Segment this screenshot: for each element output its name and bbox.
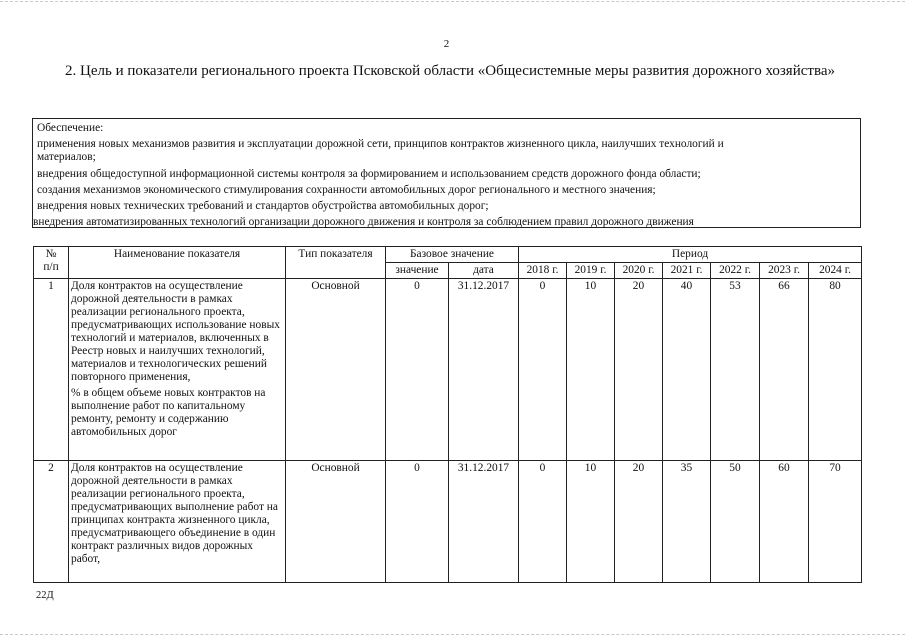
provision-item: внедрения автоматизированных технологий организации дорожного движения и контроля за соблюдением правил дорожного движения <box>33 216 694 228</box>
header-base-value-value: значение <box>386 263 449 279</box>
header-year: 2020 г. <box>615 263 663 279</box>
year-value: 50 <box>711 461 760 583</box>
year-value: 40 <box>663 279 711 461</box>
header-year: 2024 г. <box>809 263 862 279</box>
indicator-type: Основной <box>286 461 386 583</box>
indicator-type: Основной <box>286 279 386 461</box>
header-row <box>34 247 862 263</box>
header-indicator-type: Тип показателя <box>286 247 386 279</box>
year-value: 0 <box>519 461 567 583</box>
header-base-value-date: дата <box>449 263 519 279</box>
indicators-table <box>33 246 862 583</box>
year-value: 20 <box>615 279 663 461</box>
indicator-name: Доля контрактов на осуществление дорожной деятельности в рамках реализации регионального проекта, предусматривающих выполнение работ на принципах контракта жизненного цикла, предусматривающего объединение в один контракт различных видов дорожных работ, <box>69 461 286 583</box>
year-value: 80 <box>809 279 862 461</box>
provision-box <box>32 118 861 228</box>
year-value: 20 <box>615 461 663 583</box>
page-number: 2 <box>443 38 450 50</box>
scan-edge-top <box>0 1 905 4</box>
header-indicator-name: Наименование показателя <box>69 247 286 279</box>
header-base-value: Базовое значение <box>386 247 519 263</box>
header-period: Период <box>519 247 862 263</box>
section-heading: 2. Цель и показатели регионального проекта Псковской области «Общесистемные меры развития дорожного хозяйства» <box>65 63 835 79</box>
provision-item: материалов; <box>37 151 96 163</box>
indicator-name: Доля контрактов на осуществление дорожной деятельности в рамках реализации регионального проекта, предусматривающих использование новых технологий и материалов, включенных в Реестр новых и наилучших технологий, материалов и технологических решений повторного применения, % в общем объеме новых контрактов на выполнение работ по капитальному ремонту, ремонту и содержанию автомобильных дорог <box>69 279 286 461</box>
year-value: 66 <box>760 279 809 461</box>
year-value: 0 <box>519 279 567 461</box>
provision-item: применения новых механизмов развития и эксплуатации дорожной сети, принципов контрактов жизненного цикла, наилучших технологий и <box>37 138 724 150</box>
header-year: 2022 г. <box>711 263 760 279</box>
header-year: 2019 г. <box>567 263 615 279</box>
base-value: 0 <box>386 461 449 583</box>
table-row <box>34 279 862 461</box>
base-value: 0 <box>386 279 449 461</box>
year-value: 10 <box>567 279 615 461</box>
header-year: 2023 г. <box>760 263 809 279</box>
header-year: 2021 г. <box>663 263 711 279</box>
year-value: 35 <box>663 461 711 583</box>
row-number: 2 <box>34 461 69 583</box>
base-date: 31.12.2017 <box>449 461 519 583</box>
base-date: 31.12.2017 <box>449 279 519 461</box>
header-number: № п/п <box>34 247 69 279</box>
header-year: 2018 г. <box>519 263 567 279</box>
provision-item: внедрения новых технических требований и стандартов обустройства автомобильных дорог; <box>37 200 489 212</box>
provision-item: внедрения общедоступной информационной системы контроля за формированием и использованием средств дорожного фонда области; <box>37 168 701 180</box>
row-number: 1 <box>34 279 69 461</box>
provision-label: Обеспечение: <box>37 122 104 134</box>
year-value: 53 <box>711 279 760 461</box>
provision-item: создания механизмов экономического стимулирования сохранности автомобильных дорог регионального и местного значения; <box>37 184 656 196</box>
year-value: 70 <box>809 461 862 583</box>
table-row <box>34 461 862 583</box>
footer-code: 22Д <box>36 590 54 601</box>
year-value: 10 <box>567 461 615 583</box>
scan-edge-bottom <box>0 634 905 637</box>
year-value: 60 <box>760 461 809 583</box>
